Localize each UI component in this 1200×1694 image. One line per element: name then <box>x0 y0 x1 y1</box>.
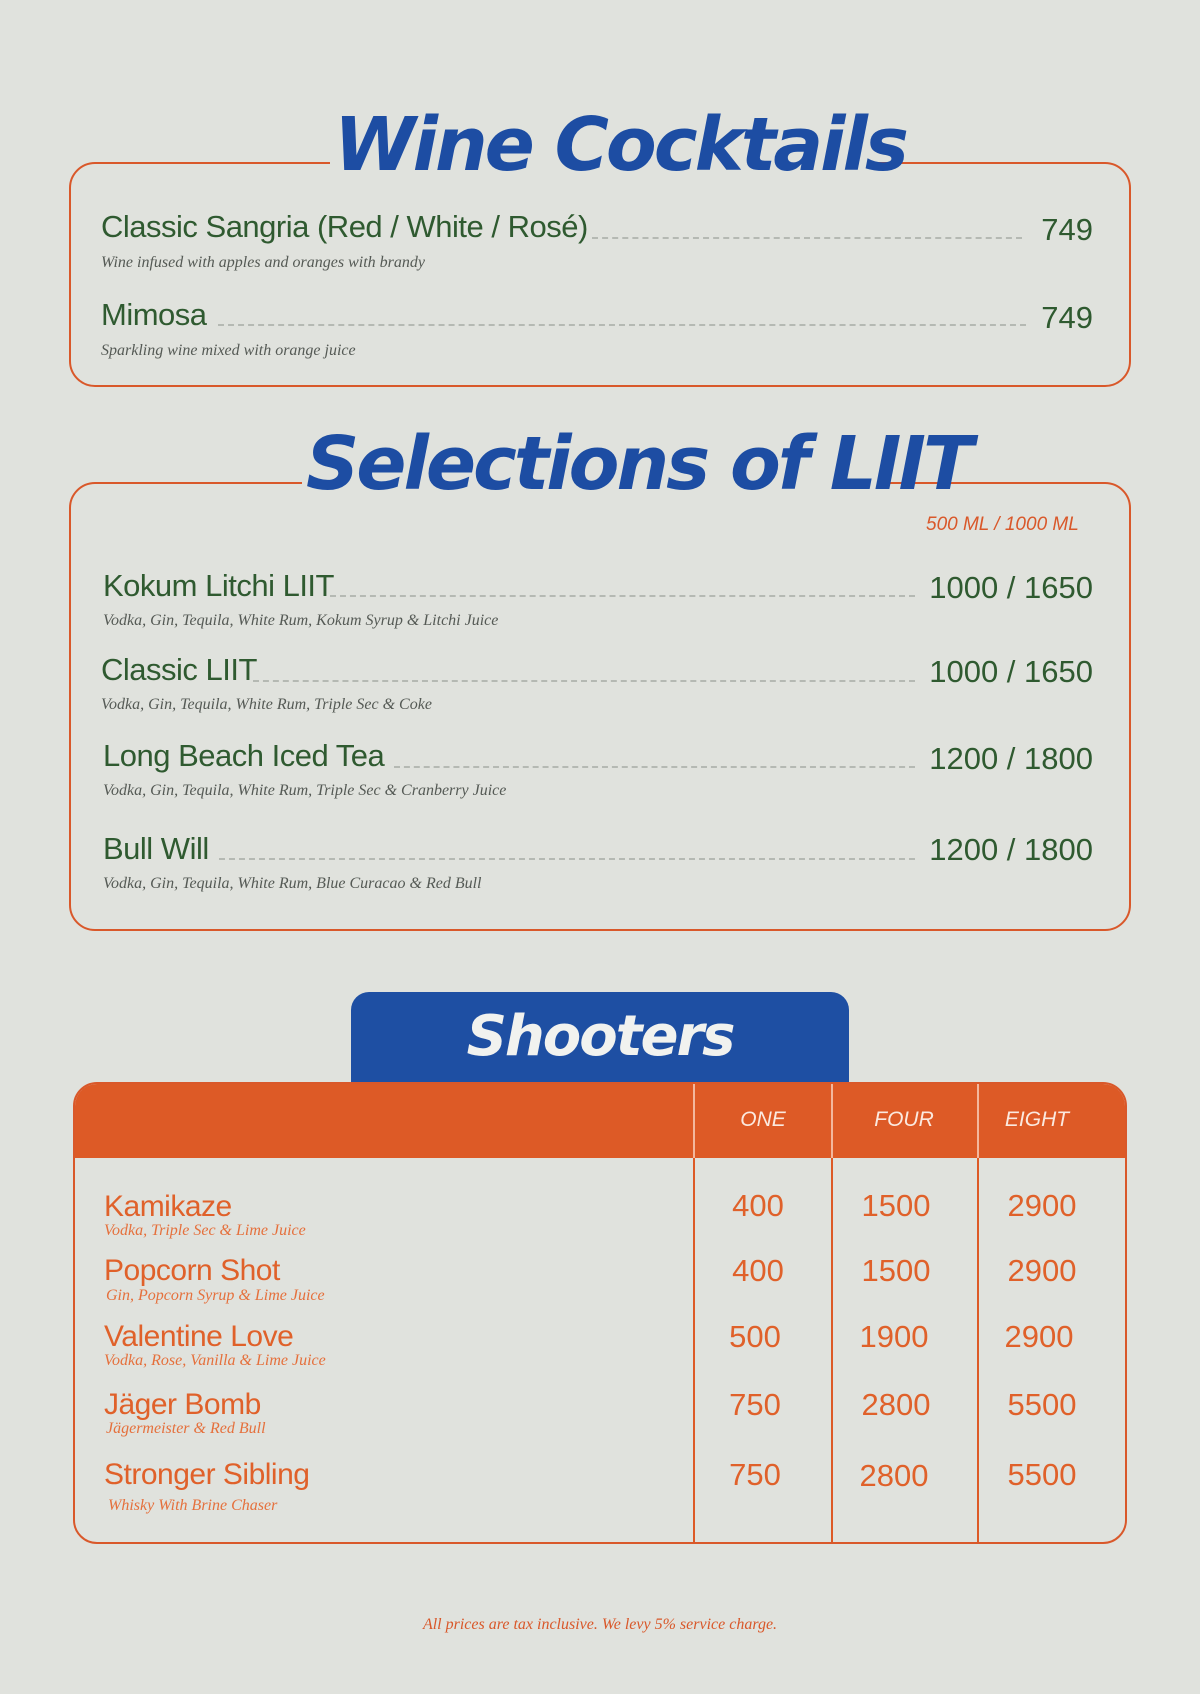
menu-item-price: 1000 / 1650 <box>929 570 1093 605</box>
menu-item-description: Sparkling wine mixed with orange juice <box>101 342 356 359</box>
size-label: 500 ML / 1000 ML <box>926 514 1079 535</box>
column-header-four: FOUR <box>874 1108 934 1131</box>
shooter-name: Kamikaze <box>104 1190 232 1223</box>
shooter-price-eight: 5500 <box>1007 1457 1077 1492</box>
shooter-price-eight: 2900 <box>1004 1319 1074 1354</box>
shooter-price-one: 750 <box>729 1457 781 1492</box>
menu-item-name: Mimosa <box>101 297 207 332</box>
shooter-description: Gin, Popcorn Syrup & Lime Juice <box>106 1287 325 1304</box>
shooter-price-eight: 2900 <box>1007 1253 1077 1288</box>
shooter-price-one: 400 <box>732 1253 784 1288</box>
menu-item-name: Long Beach Iced Tea <box>103 738 385 773</box>
shooter-name: Stronger Sibling <box>104 1458 310 1491</box>
shooter-name: Valentine Love <box>104 1320 294 1353</box>
shooter-name: Popcorn Shot <box>104 1254 280 1287</box>
shooter-description: Vodka, Rose, Vanilla & Lime Juice <box>104 1352 326 1369</box>
wine-cocktails-title: Wine Cocktails <box>330 108 874 182</box>
menu-item-description: Wine infused with apples and oranges with brandy <box>101 254 425 271</box>
shooter-price-four: 1500 <box>861 1253 931 1288</box>
footnote: All prices are tax inclusive. We levy 5% service charge. <box>422 1616 778 1633</box>
dotted-leader <box>330 595 915 597</box>
menu-item-name: Classic Sangria (Red / White / Rosé) <box>101 209 588 244</box>
menu-item-name: Classic LIIT <box>101 652 257 687</box>
shooter-price-eight: 2900 <box>1007 1188 1077 1223</box>
dotted-leader <box>218 324 1026 326</box>
menu-item-price: 1200 / 1800 <box>929 741 1093 776</box>
menu-item-name: Kokum Litchi LIIT <box>103 568 334 603</box>
menu-item-price: 1000 / 1650 <box>929 654 1093 689</box>
shooter-price-four: 2800 <box>859 1458 929 1493</box>
column-header-eight: EIGHT <box>1004 1108 1070 1131</box>
liit-title: Selections of LIIT <box>302 427 888 501</box>
shooter-name: Jäger Bomb <box>104 1388 261 1421</box>
menu-item-price: 749 <box>1041 212 1093 247</box>
shooter-price-one: 750 <box>729 1387 781 1422</box>
dotted-leader <box>394 766 915 768</box>
shooter-description: Vodka, Triple Sec & Lime Juice <box>104 1222 306 1239</box>
menu-item-price: 749 <box>1041 300 1093 335</box>
shooter-price-one: 400 <box>732 1188 784 1223</box>
menu-item-price: 1200 / 1800 <box>929 832 1093 867</box>
menu-item-description: Vodka, Gin, Tequila, White Rum, Triple Sec & Cranberry Juice <box>103 782 507 799</box>
shooter-description: Jägermeister & Red Bull <box>106 1420 266 1437</box>
shooter-price-four: 2800 <box>861 1387 931 1422</box>
shooter-description: Whisky With Brine Chaser <box>108 1497 278 1514</box>
dotted-leader <box>592 237 1022 239</box>
menu-item-description: Vodka, Gin, Tequila, White Rum, Triple Sec & Coke <box>101 696 432 713</box>
shooter-price-one: 500 <box>729 1319 781 1354</box>
menu-item-name: Bull Will <box>103 831 209 866</box>
shooter-price-eight: 5500 <box>1007 1387 1077 1422</box>
column-header-one: ONE <box>740 1108 786 1131</box>
shooter-price-four: 1900 <box>859 1319 929 1354</box>
menu-item-description: Vodka, Gin, Tequila, White Rum, Kokum Syrup & Litchi Juice <box>103 612 499 629</box>
dotted-leader <box>253 680 915 682</box>
shooters-title: Shooters <box>466 1004 734 1069</box>
dotted-leader <box>219 858 915 860</box>
shooter-price-four: 1500 <box>861 1188 931 1223</box>
menu-item-description: Vodka, Gin, Tequila, White Rum, Blue Curacao & Red Bull <box>103 875 482 892</box>
